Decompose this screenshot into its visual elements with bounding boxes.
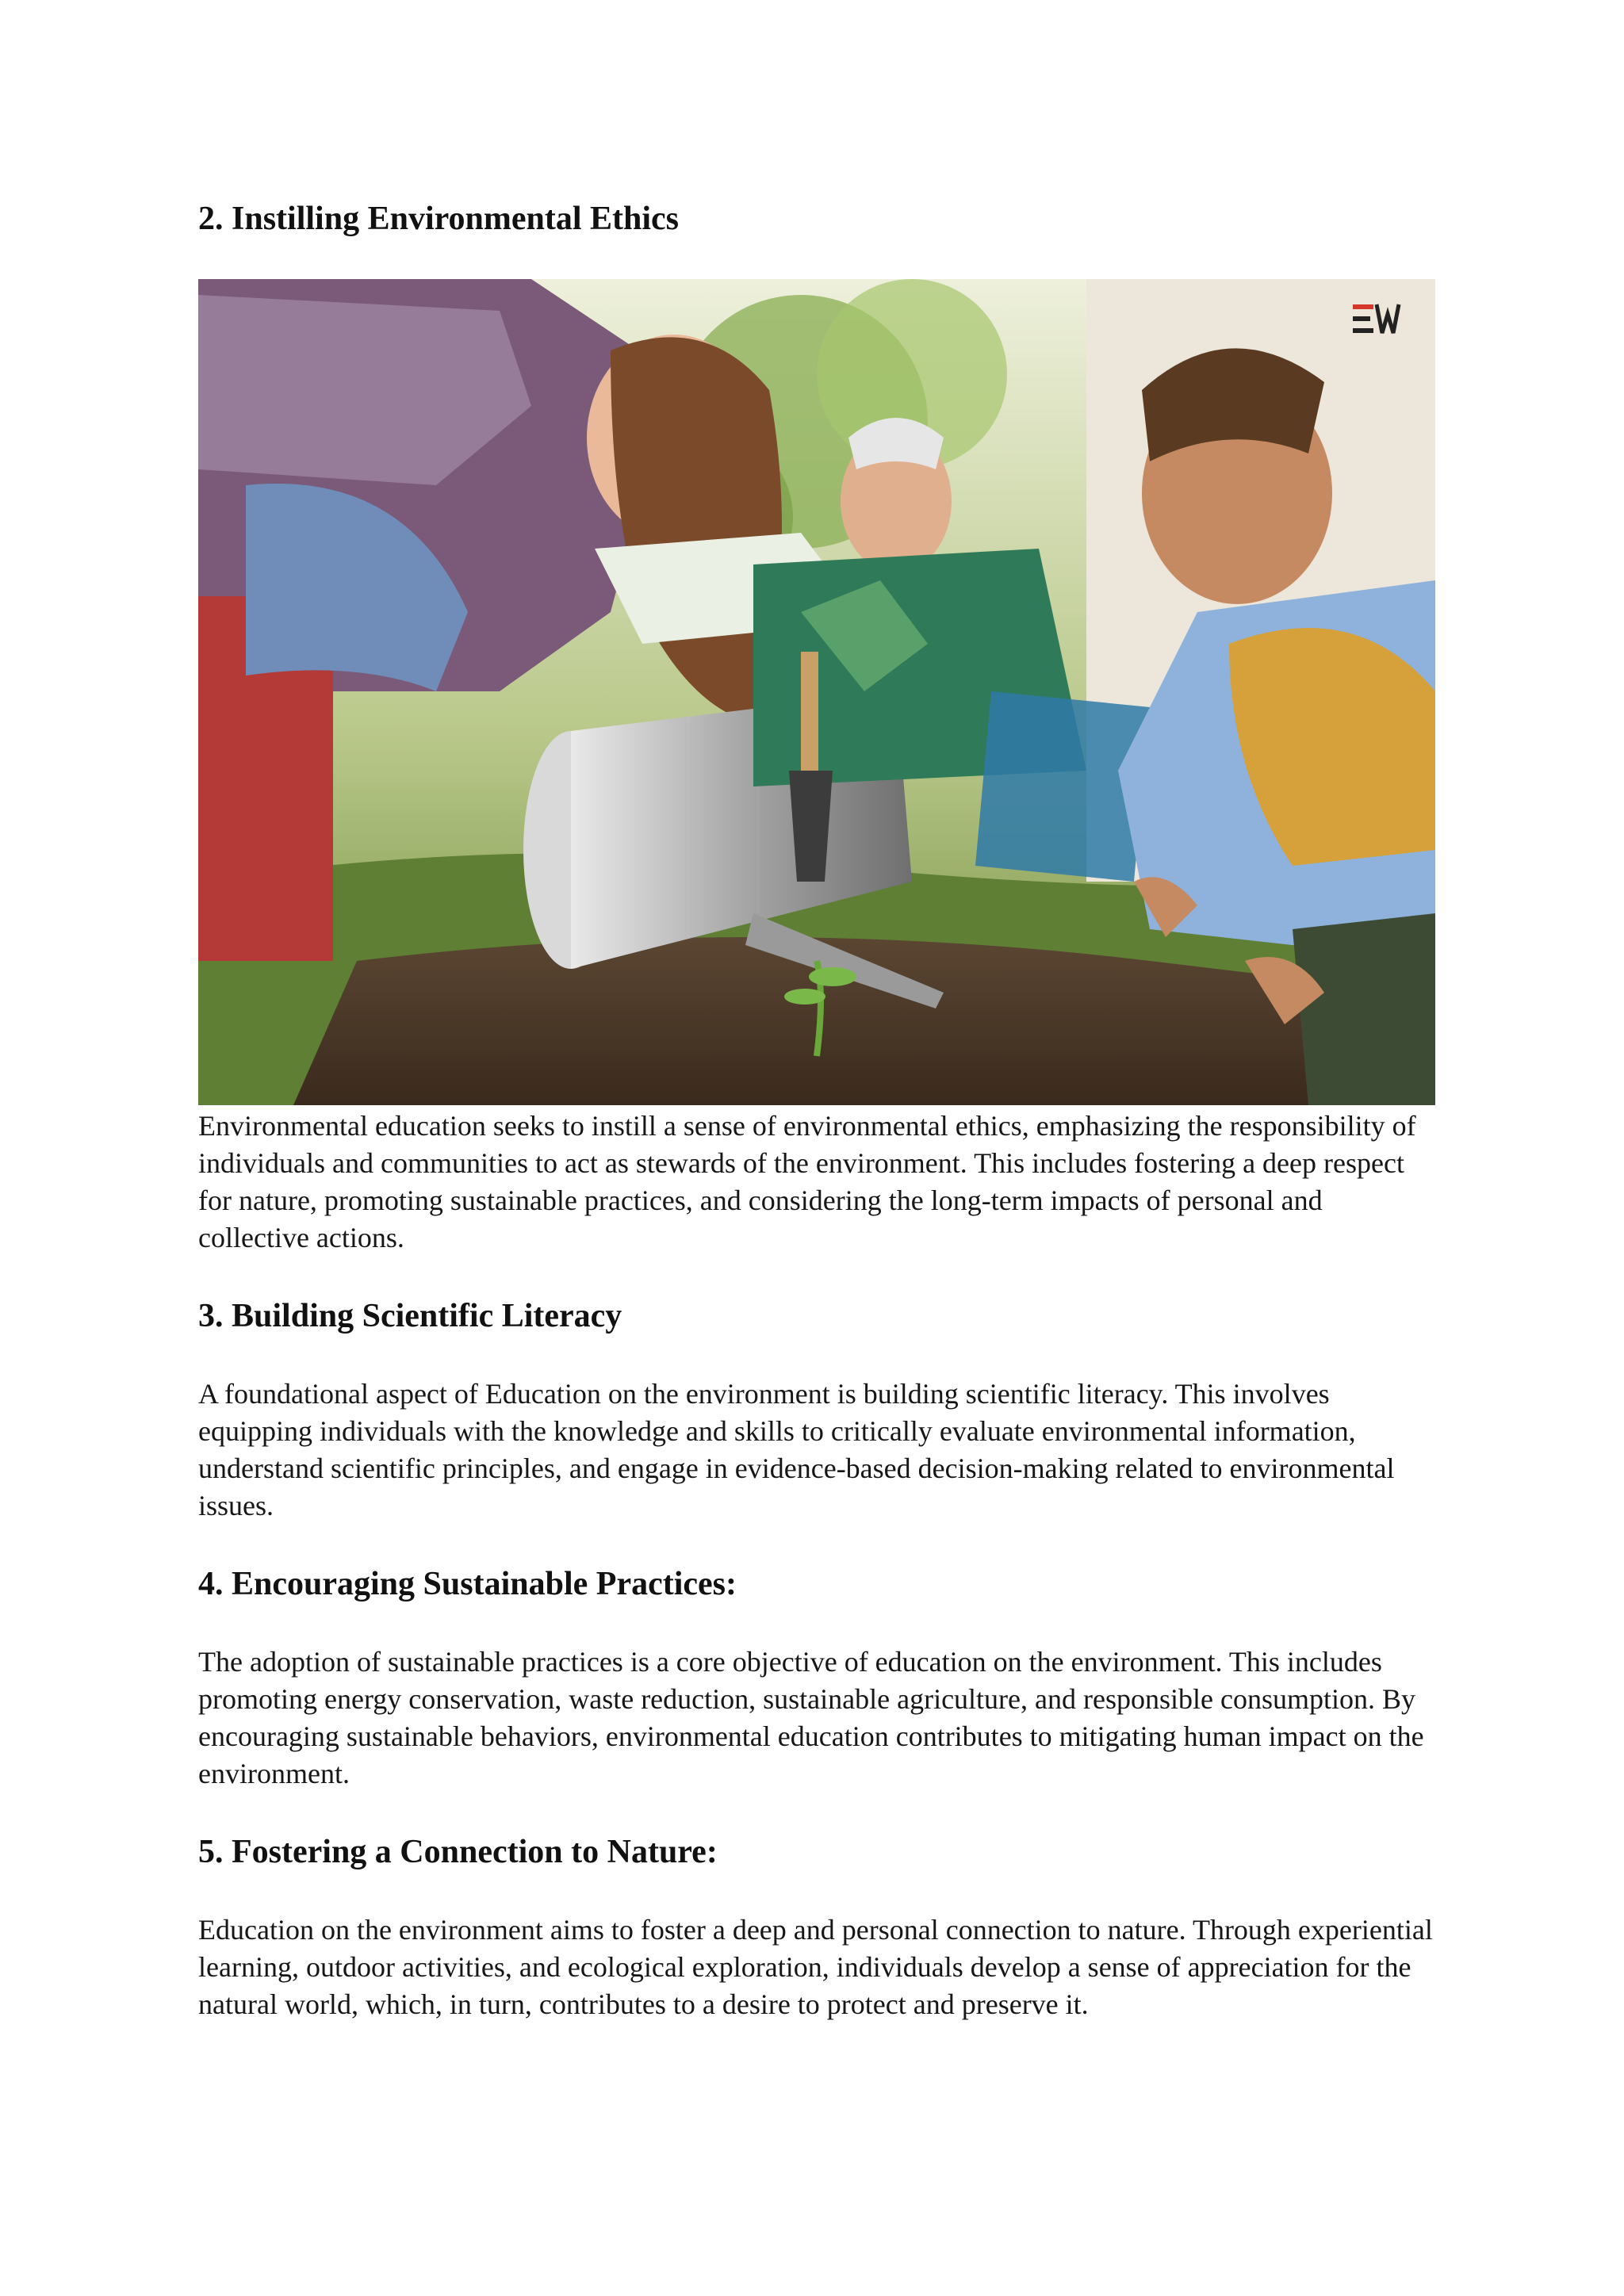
section-body-ethics: Environmental education seeks to instill a sense of environmental ethics, emphasizing the responsibility of individuals and communities to act as stewards of the environment. This includes fostering a deep respect for nature, promoting sustainable practices, and considering the long-term impacts of personal and collective actions. xyxy=(198,1110,1416,1253)
section-heading-literacy: 3. Building Scientific Literacy xyxy=(198,1298,622,1334)
photo-illustration xyxy=(198,279,1435,1105)
section-heading-ethics: 2. Instilling Environmental Ethics xyxy=(198,201,680,237)
section-body-literacy: A foundational aspect of Education on the environment is building scientific literacy. This involves equipping individuals with the knowledge and skills to critically evaluate environmental information, understand scientific principles, and engage in evidence-based decision-making related to environmental issues. xyxy=(198,1378,1395,1521)
gardening-family-photo xyxy=(198,279,1435,1105)
section-body-sustainable: The adoption of sustainable practices is a core objective of education on the environment. This includes promoting energy conservation, waste reduction, sustainable agriculture, and responsible consumption. By encouraging sustainable behaviors, environmental education contributes to mitigating human impact on the environment. xyxy=(198,1646,1424,1789)
section-heading-nature: 5. Fostering a Connection to Nature: xyxy=(198,1834,718,1870)
section-heading-sustainable: 4. Encouraging Sustainable Practices: xyxy=(198,1566,737,1602)
section-body-nature: Education on the environment aims to foster a deep and personal connection to nature. Through experiential learning, outdoor activities, and ecological exploration, individuals develop a sense of appreciation for the natural world, which, in turn, contributes to a desire to protect and preserve it. xyxy=(198,1914,1433,2020)
watermark-logo xyxy=(1353,303,1404,335)
